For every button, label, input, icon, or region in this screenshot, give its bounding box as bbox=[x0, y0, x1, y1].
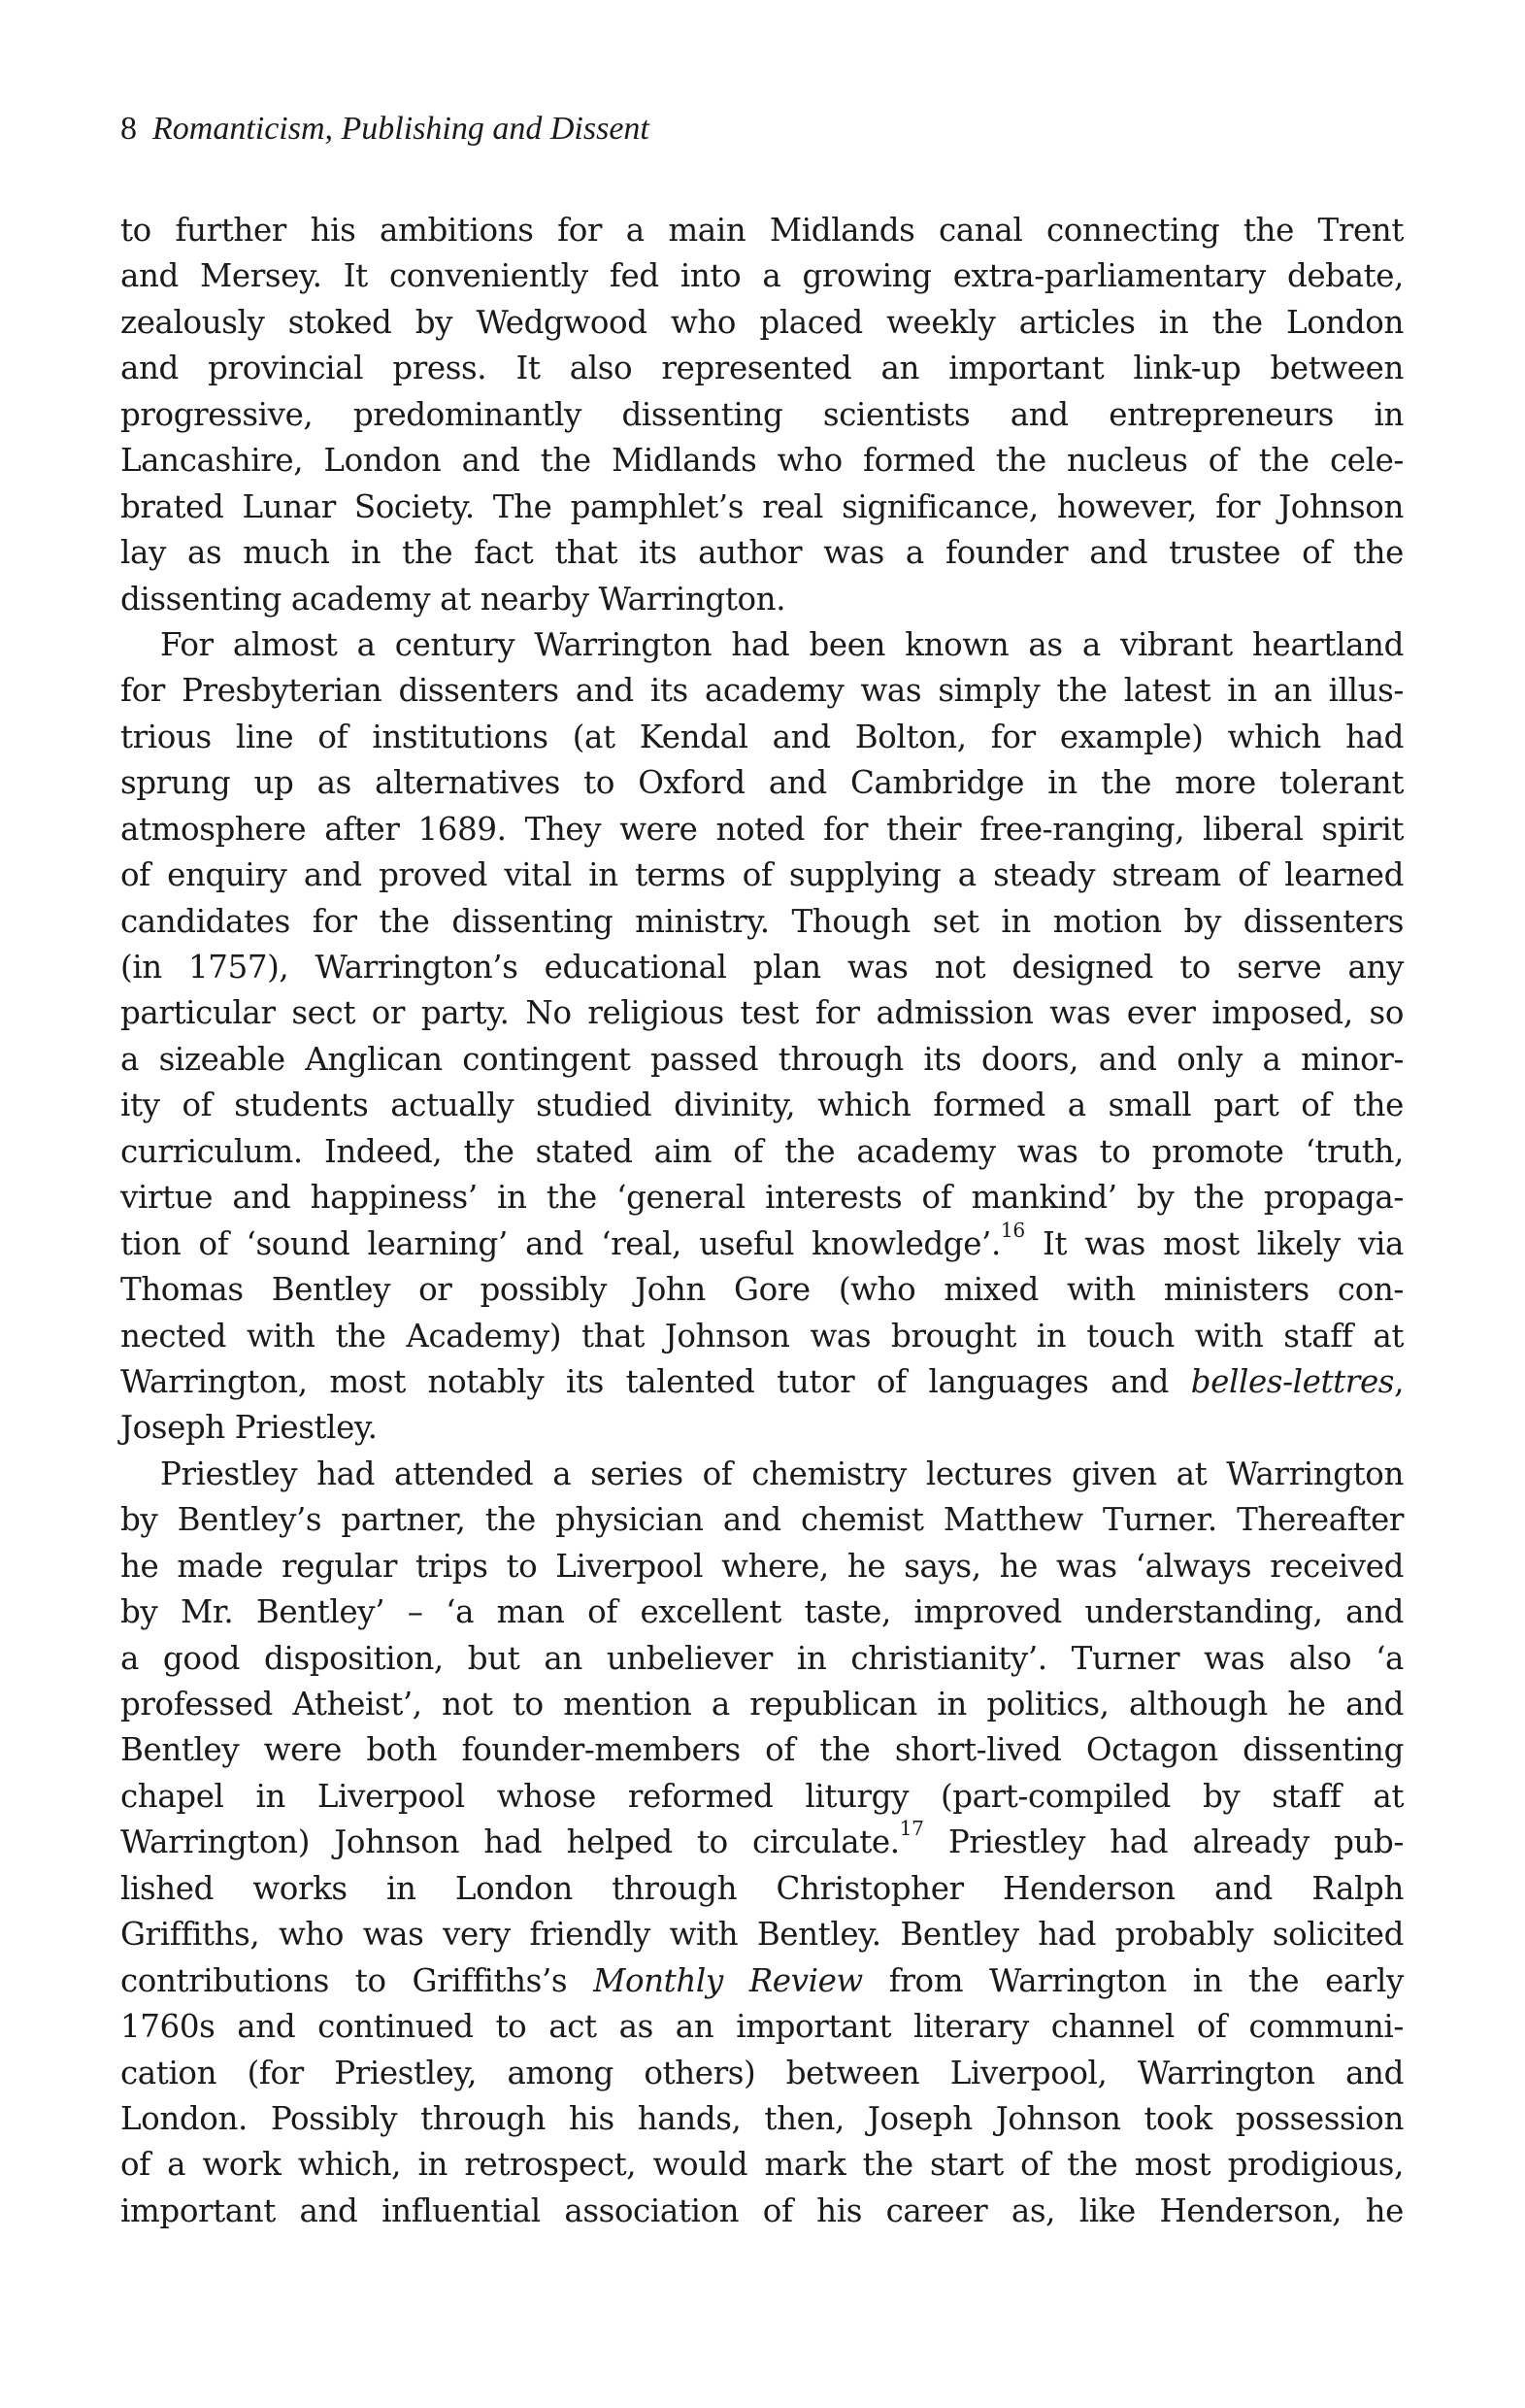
text-line: atmosphere after 1689. They were noted for their free-ranging, liberal spirit bbox=[120, 810, 1404, 848]
text-line: important and influential association of his career as, like Henderson, he bbox=[120, 2191, 1404, 2229]
text-fragment: , bbox=[1394, 1362, 1404, 1400]
text-line: particular sect or party. No religious test for admission was ever imposed, so bbox=[120, 994, 1404, 1032]
text-line: of enquiry and proved vital in terms of supplying a steady stream of learned bbox=[120, 856, 1404, 894]
text-line: by Bentley’s partner, the physician and chemist Matthew Turner. Thereafter bbox=[120, 1501, 1404, 1539]
text-line: For almost a century Warrington had been known as a vibrant heartland bbox=[160, 625, 1404, 663]
text-line: chapel in Liverpool whose reformed liturgy (part-compiled by staff at bbox=[120, 1777, 1404, 1815]
italic-term: belles-lettres bbox=[1190, 1362, 1395, 1400]
text-line: of a work which, in retrospect, would mark the start of the most prodigious, bbox=[120, 2146, 1404, 2184]
text-line: a sizeable Anglican contingent passed through its doors, and only a minor- bbox=[120, 1040, 1404, 1078]
text-fragment: tion of ‘sound learning’ and ‘real, useful knowledge’. bbox=[120, 1224, 1001, 1262]
text-line: he made regular trips to Liverpool where, he says, he was ‘always received bbox=[120, 1547, 1404, 1585]
text-line: 1760s and continued to act as an important literary channel of communi- bbox=[120, 2008, 1404, 2046]
text-line: lished works in London through Christopher Henderson and Ralph bbox=[120, 1869, 1404, 1907]
text-line: zealously stoked by Wedgwood who placed weekly articles in the London bbox=[120, 303, 1404, 341]
body-text bbox=[120, 208, 1404, 2234]
text-line bbox=[120, 1958, 1404, 2004]
text-line: to further his ambitions for a main Midlands canal connecting the Trent bbox=[120, 212, 1404, 249]
text-fragment: Warrington) Johnson had helped to circulate. bbox=[120, 1823, 900, 1861]
text-fragment: Priestley had already pub- bbox=[923, 1823, 1404, 1861]
text-line: Joseph Priestley. bbox=[120, 1409, 378, 1447]
text-line: for Presbyterian dissenters and its academy was simply the latest in an illus- bbox=[120, 672, 1404, 710]
text-fragment: contributions to Griffiths’s bbox=[120, 1961, 594, 1999]
text-line: trious line of institutions (at Kendal and Bolton, for example) which had bbox=[120, 718, 1404, 755]
text-line: sprung up as alternatives to Oxford and Cambridge in the more tolerant bbox=[120, 764, 1404, 802]
text-line: professed Atheist’, not to mention a republican in politics, although he and bbox=[120, 1686, 1404, 1722]
text-line: lay as much in the fact that its author was a founder and trustee of the bbox=[120, 534, 1404, 572]
text-fragment: Warrington, most notably its talented tutor of languages and bbox=[120, 1362, 1191, 1400]
text-line: candidates for the dissenting ministry. Though set in motion by dissenters bbox=[120, 902, 1404, 940]
book-title: Romanticism, Publishing and Dissent bbox=[152, 111, 649, 147]
text-line: brated Lunar Society. The pamphlet’s real significance, however, for Johnson bbox=[120, 487, 1404, 525]
footnote-ref-17[interactable]: 17 bbox=[899, 1817, 924, 1841]
text-line: Thomas Bentley or possibly John Gore (who mixed with ministers con- bbox=[120, 1271, 1404, 1309]
text-line: cation (for Priestley, among others) between Liverpool, Warrington and bbox=[120, 2054, 1404, 2091]
text-line: virtue and happiness’ in the ‘general interests of mankind’ by the propaga- bbox=[120, 1179, 1404, 1217]
text-line bbox=[120, 1817, 1404, 1865]
text-line: Bentley were both founder-members of the short-lived Octagon dissenting bbox=[120, 1731, 1404, 1769]
text-line: ity of students actually studied divinity, which formed a small part of the bbox=[120, 1087, 1404, 1124]
text-line: dissenting academy at nearby Warrington. bbox=[120, 580, 786, 618]
text-fragment: It was most likely via bbox=[1024, 1224, 1404, 1262]
text-line: London. Possibly through his hands, then, Joseph Johnson took possession bbox=[120, 2099, 1404, 2137]
italic-title: Monthly Review bbox=[593, 1961, 863, 1999]
text-line: Lancashire, London and the Midlands who formed the nucleus of the cele- bbox=[120, 442, 1404, 480]
running-head bbox=[120, 109, 649, 150]
text-line: and provincial press. It also represented an important link-up between bbox=[120, 350, 1404, 387]
text-line bbox=[120, 1218, 1404, 1267]
text-line: (in 1757), Warrington’s educational plan was not designed to serve any bbox=[120, 949, 1404, 986]
page-number: 8 bbox=[120, 111, 137, 147]
text-line: a good disposition, but an unbeliever in christianity’. Turner was also ‘a bbox=[120, 1639, 1404, 1677]
text-line: progressive, predominantly dissenting scientists and entrepreneurs in bbox=[120, 395, 1404, 433]
text-line: curriculum. Indeed, the stated aim of the academy was to promote ‘truth, bbox=[120, 1132, 1404, 1170]
text-line: and Mersey. It conveniently fed into a growing extra-parliamentary debate, bbox=[120, 257, 1404, 295]
text-line bbox=[120, 1359, 1404, 1405]
text-line: Griffiths, who was very friendly with Bentley. Bentley had probably solicited bbox=[120, 1916, 1404, 1954]
text-line: Priestley had attended a series of chemistry lectures given at Warrington bbox=[160, 1455, 1404, 1492]
text-line: nected with the Academy) that Johnson was brought in touch with staff at bbox=[120, 1317, 1404, 1354]
footnote-ref-16[interactable]: 16 bbox=[1000, 1218, 1025, 1242]
text-line: by Mr. Bentley’ – ‘a man of excellent taste, improved understanding, and bbox=[120, 1593, 1404, 1631]
text-fragment: from Warrington in the early bbox=[862, 1961, 1405, 1999]
